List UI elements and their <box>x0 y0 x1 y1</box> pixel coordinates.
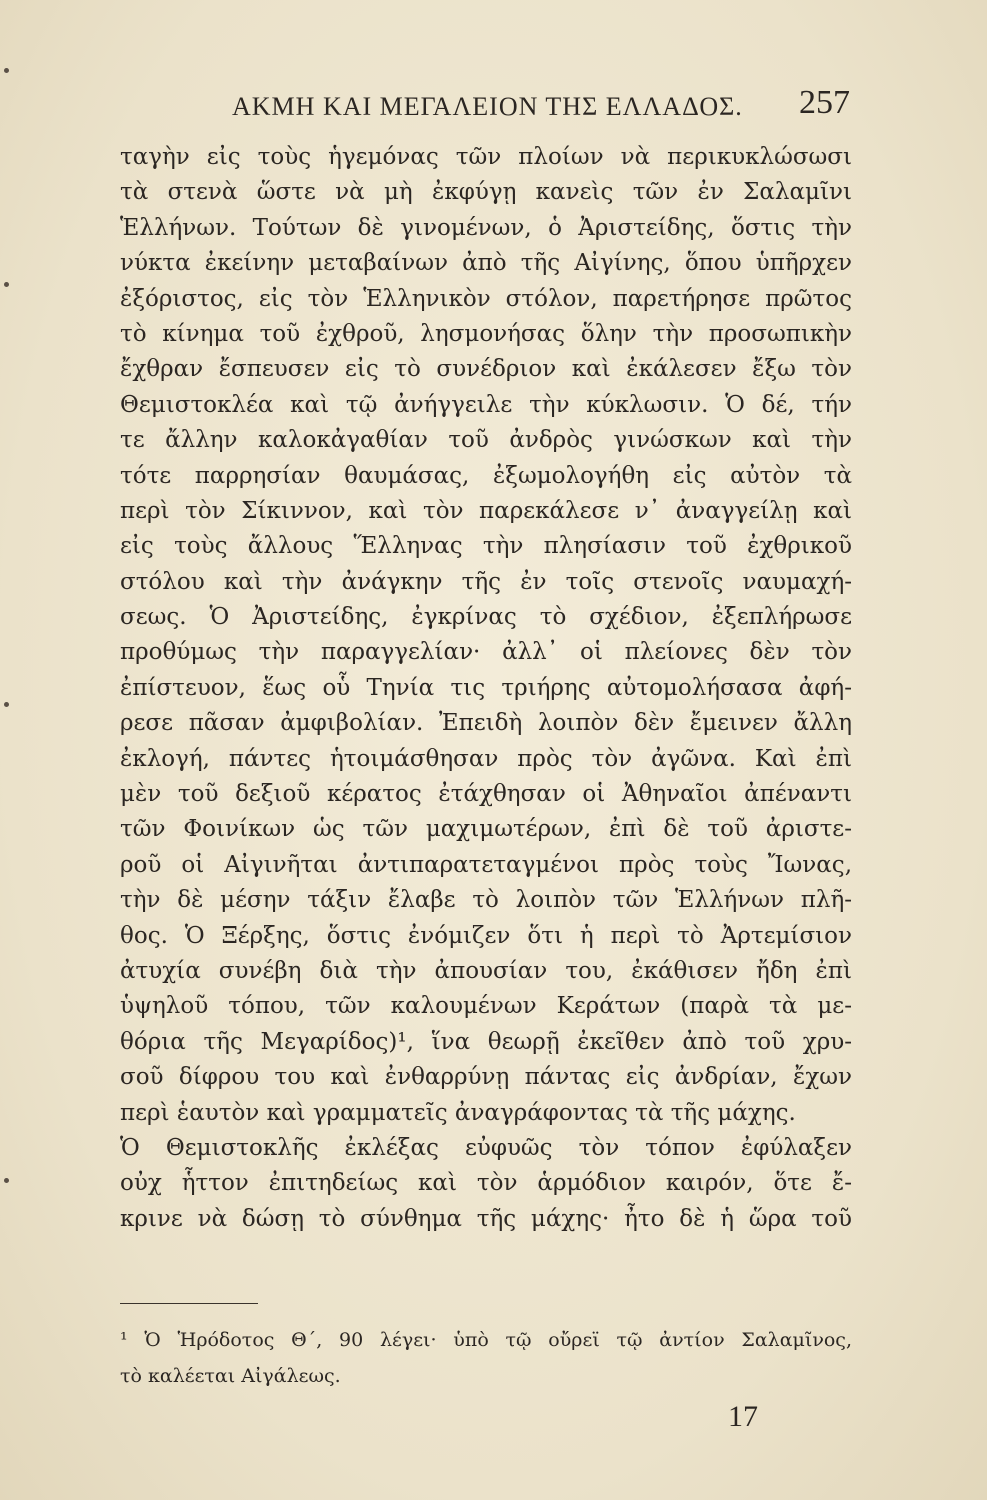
footnotes <box>120 1322 852 1394</box>
footnote-line: τὸ καλέεται Αἰγάλεως. <box>120 1365 341 1387</box>
text-line: τε ἄλλην καλοκἀγαθίαν τοῦ ἀνδρὸς γινώσκων καὶ τὴν <box>120 427 852 454</box>
margin-speck <box>4 1178 9 1183</box>
text-line: προθύμως τὴν παραγγελίαν· ἀλλ᾽ οἱ πλείονες δὲν τὸν <box>120 639 852 666</box>
text-line: τὸ κίνημα τοῦ ἐχθροῦ, λησμονήσας ὅλην τὴν προσωπικὴν <box>120 320 852 347</box>
text-line: ροῦ οἱ Αἰγινῆται ἀντιπαρατεταγμένοι πρὸς τοὺς Ἴωνας, <box>120 851 852 878</box>
footnote-line: ¹ Ὁ Ἡρόδοτος Θ΄, 90 λέγει· ὑπὸ τῷ οὔρεϊ τῷ ἀντίον Σαλαμῖνος, <box>120 1329 852 1351</box>
text-line: Ἑλλήνων. Τούτων δὲ γινομένων, ὁ Ἀριστείδης, ὅστις τὴν <box>120 214 852 241</box>
footnote-rule <box>120 1303 258 1304</box>
running-title: ΑΚΜΗ ΚΑΙ ΜΕΓΑΛΕΙΟΝ ΤΗΣ ΕΛΛΑΔΟΣ. <box>232 92 743 121</box>
body-text <box>120 140 852 1237</box>
text-line: ἔχθραν ἔσπευσεν εἰς τὸ συνέδριον καὶ ἐκάλεσεν ἔξω τὸν <box>120 356 852 383</box>
text-line: ἐξόριστος, εἰς τὸν Ἑλληνικὸν στόλον, παρετήρησε πρῶτος <box>120 285 852 312</box>
text-line: θόρια τῆς Μεγαρίδος)¹, ἵνα θεωρῇ ἐκεῖθεν ἀπὸ τοῦ χρυ- <box>120 1028 852 1055</box>
text-line: τότε παρρησίαν θαυμάσας, ἐξωμολογήθη εἰς αὐτὸν τὰ <box>120 462 852 489</box>
text-line: σοῦ δίφρου του καὶ ἐνθαρρύνῃ πάντας εἰς ἀνδρίαν, ἔχων <box>120 1064 852 1091</box>
text-line: Θεμιστοκλέα καὶ τῷ ἀνήγγειλε τὴν κύκλωσιν. Ὁ δέ, τήν <box>120 391 852 418</box>
text-line: περὶ ἑαυτὸν καὶ γραμματεῖς ἀναγράφοντας τὰ τῆς μάχης. <box>120 1099 796 1126</box>
text-line: οὐχ ἧττον ἐπιτηδείως καὶ τὸν ἁρμόδιον καιρόν, ὅτε ἔ- <box>120 1170 852 1197</box>
text-line: σεως. Ὁ Ἀριστείδης, ἐγκρίνας τὸ σχέδιον, ἐξεπλήρωσε <box>120 604 852 631</box>
text-line: στόλου καὶ τὴν ἀνάγκην τῆς ἐν τοῖς στενοῖς ναυμαχή- <box>120 568 852 595</box>
text-line: ὑψηλοῦ τόπου, τῶν καλουμένων Κεράτων (παρὰ τὰ με- <box>120 993 852 1020</box>
text-line: ρεσε πᾶσαν ἀμφιβολίαν. Ἐπειδὴ λοιπὸν δὲν ἔμεινεν ἄλλη <box>120 710 852 737</box>
margin-speck <box>4 702 9 707</box>
text-line: ἀτυχία συνέβη διὰ τὴν ἀπουσίαν του, ἐκάθισεν ἤδη ἐπὶ <box>120 957 852 984</box>
text-line: ἐπίστευον, ἕως οὗ Τηνία τις τριήρης αὐτομολήσασα ἀφή- <box>120 674 852 701</box>
margin-speck <box>4 282 9 287</box>
page-header <box>120 86 850 126</box>
margin-speck <box>4 68 9 73</box>
page-number: 257 <box>799 84 850 121</box>
text-line: κρινε νὰ δώσῃ τὸ σύνθημα τῆς μάχης· ἦτο δὲ ἡ ὥρα τοῦ <box>120 1205 852 1232</box>
text-line: μὲν τοῦ δεξιοῦ κέρατος ἐτάχθησαν οἱ Ἀθηναῖοι ἀπέναντι <box>120 781 852 808</box>
text-line: τὴν δὲ μέσην τάξιν ἔλαβε τὸ λοιπὸν τῶν Ἑλλήνων πλῆ- <box>120 887 852 914</box>
text-line: ταγὴν εἰς τοὺς ἡγεμόνας τῶν πλοίων νὰ περικυκλώσωσι <box>120 144 852 170</box>
text-line: τῶν Φοινίκων ὡς τῶν μαχιμωτέρων, ἐπὶ δὲ τοῦ ἀριστε- <box>120 816 852 843</box>
text-line: Ὁ Θεμιστοκλῆς ἐκλέξας εὐφυῶς τὸν τόπον ἐφύλαξεν <box>120 1134 852 1161</box>
text-line: νύκτα ἐκείνην μεταβαίνων ἀπὸ τῆς Αἰγίνης, ὅπου ὑπῆρχεν <box>120 250 852 277</box>
text-line: ἐκλογή, πάντες ἡτοιμάσθησαν πρὸς τὸν ἀγῶνα. Καὶ ἐπὶ <box>120 745 852 772</box>
text-line: εἰς τοὺς ἄλλους Ἕλληνας τὴν πλησίασιν τοῦ ἐχθρικοῦ <box>120 533 852 560</box>
text-line: θος. Ὁ Ξέρξης, ὅστις ἐνόμιζεν ὅτι ἡ περὶ τὸ Ἀρτεμίσιον <box>120 922 852 949</box>
text-line: τὰ στενὰ ὥστε νὰ μὴ ἐκφύγῃ κανεὶς τῶν ἐν Σαλαμῖνι <box>120 179 852 206</box>
signature-mark: 17 <box>728 1400 758 1433</box>
text-line: περὶ τὸν Σίκιννον, καὶ τὸν παρεκάλεσε ν᾽ ἀναγγείλῃ καὶ <box>120 497 852 524</box>
